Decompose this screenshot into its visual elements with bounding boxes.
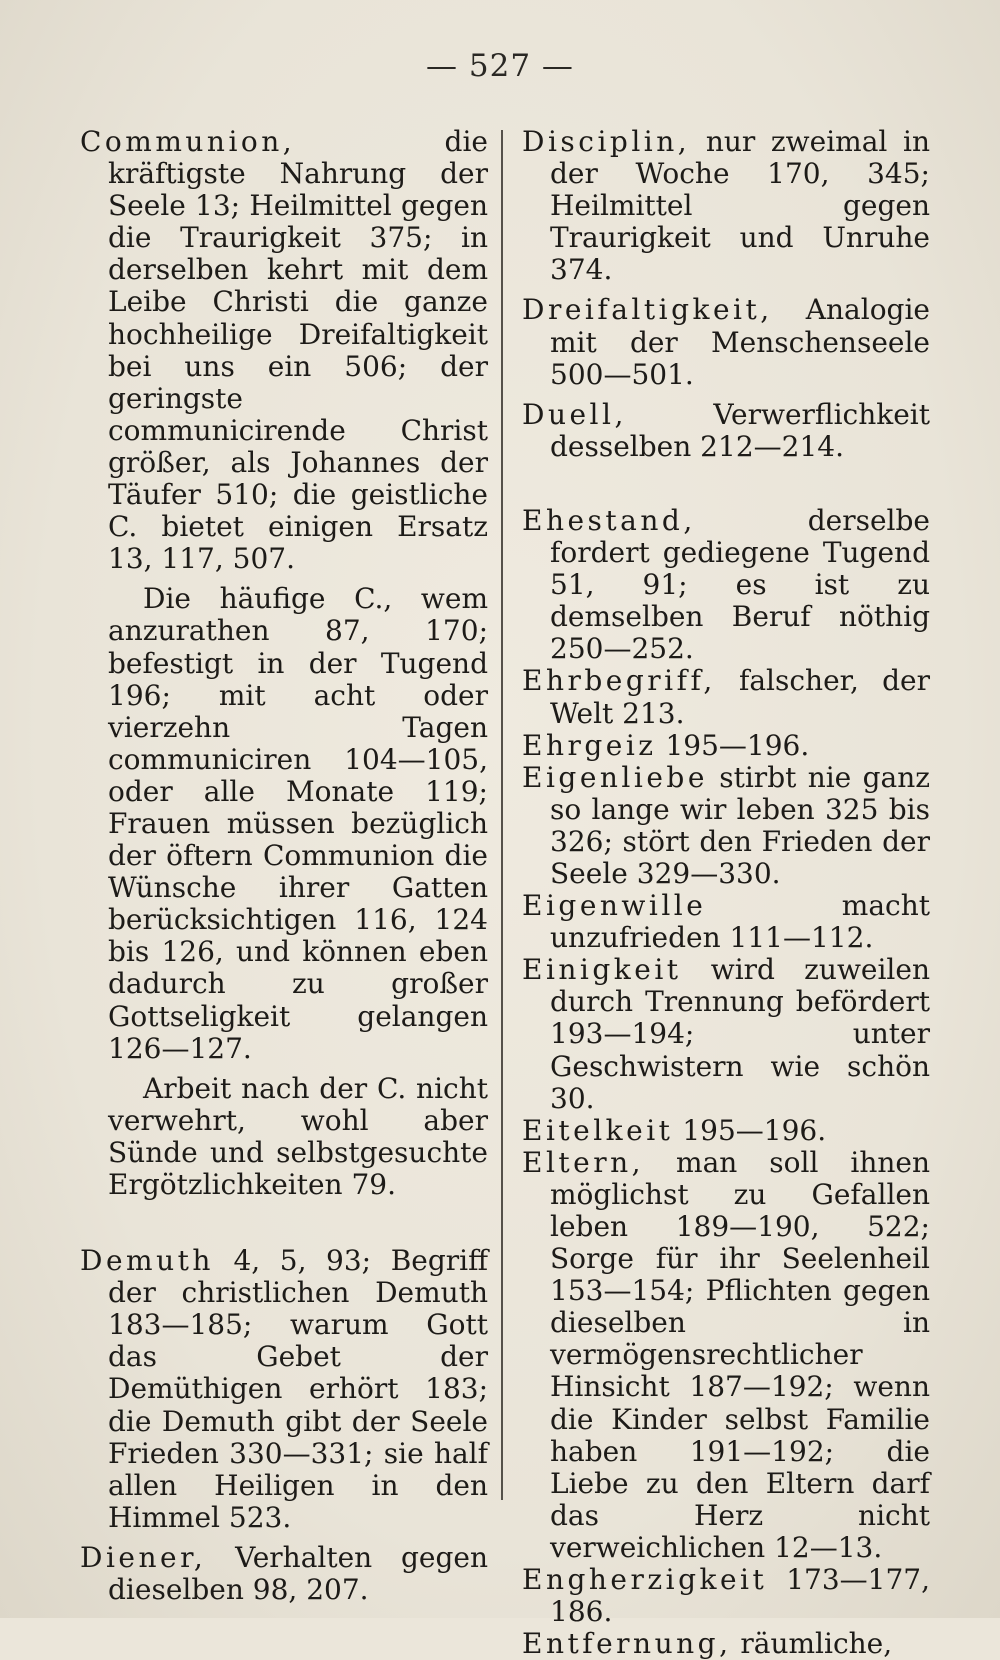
index-entry-einigkeit: [522, 954, 930, 1114]
entry-text: 173—177, 186.: [550, 1563, 930, 1629]
headword: Ehrbegriff,: [522, 664, 716, 698]
page-number: — 527 —: [426, 48, 574, 84]
entry-text: Verhalten gegen dieselben 98, 207.: [108, 1540, 488, 1607]
left-column: [80, 126, 488, 1606]
index-entry-diener: [80, 1542, 488, 1606]
index-entry-ehrbegriff: [522, 665, 930, 729]
index-subentry-arbeit: Arbeit nach der C. nicht verwehrt, wohl aber Sünde und selbstgesuchte Ergötzlichkeiten 79.: [108, 1071, 488, 1201]
headword: Dreifaltigkeit,: [522, 293, 773, 327]
index-entry-dreifaltigkeit: [522, 294, 930, 390]
headword: Einigkeit: [522, 953, 682, 987]
headword: Ehestand,: [522, 503, 696, 537]
entry-text: nur zweimal in der Woche 170, 345; Heilmittel gegen Traurigkeit und Unruhe 374.: [550, 125, 930, 287]
entry-text: Analogie mit der Menschenseele 500—501.: [550, 293, 930, 391]
index-entry-eigenliebe: [522, 762, 930, 890]
headword: Diener,: [80, 1540, 207, 1574]
headword: Eigenliebe: [522, 760, 708, 794]
index-subentry-haeufige-communion: Die häufige C., wem anzurathen 87, 170; befestigt in der Tugend 196; mit acht oder vierzehn Tagen communiciren 104—105, oder alle Monate 119; Frauen müssen bezüglich der öftern Communion die Wünsche ihrer Gatten berücksichtigen 116, 124 bis 126, und können eben dadurch zu großer Gottseligkeit gelangen 126—127.: [108, 582, 488, 1065]
entry-text: räumliche,: [731, 1627, 893, 1660]
entry-text: falscher, der Welt 213.: [550, 664, 930, 730]
entry-text: stirbt nie ganz so lange wir leben 325 bis 326; stört den Frieden der Seele 329—330.: [550, 760, 930, 890]
index-entry-entfernung: [522, 1628, 930, 1660]
index-entry-communion: [80, 126, 488, 575]
headword: Engherzigkeit: [522, 1563, 768, 1597]
index-entry-ehrgeiz: [522, 730, 930, 762]
entry-text: die kräftigste Nahrung der Seele 13; Heilmittel gegen die Traurigkeit 375; in derselben kehrt mit dem Leibe Christi die ganze hochheilige Dreifaltigkeit bei uns ein 506; der geringste communicirende Christ größer, als Johannes der Täufer 510; die geistliche C. bietet einigen Ersatz 13, 117, 507.: [108, 125, 488, 576]
entry-text: 195—196.: [673, 1113, 827, 1147]
entry-text: 4, 5, 93; Begriff der christlichen Demuth 183—185; warum Gott das Gebet der Demüthigen erhört 183; die Demuth gibt der Seele Frieden 330—331; sie half allen Heiligen in den Himmel 523.: [108, 1244, 488, 1534]
index-entry-duell: [522, 399, 930, 463]
headword: Duell,: [522, 397, 627, 431]
index-entry-ehestand: [522, 505, 930, 665]
index-entry-demuth: [80, 1245, 488, 1534]
headword: Entfernung,: [522, 1627, 732, 1660]
entry-text: wird zuweilen durch Trennung befördert 193—194; unter Geschwistern wie schön 30.: [550, 953, 930, 1115]
headword: Eitelkeit: [522, 1113, 674, 1147]
headword: Disciplin,: [522, 125, 691, 158]
headword: Ehrgeiz: [522, 728, 657, 762]
index-entry-disciplin: [522, 126, 930, 286]
entry-text: Verwerflichkeit desselben 212—214.: [550, 397, 930, 463]
headword: Eigenwille: [522, 889, 707, 923]
index-entry-eitelkeit: [522, 1115, 930, 1147]
right-column: [522, 126, 930, 1660]
headword: Demuth: [80, 1244, 214, 1278]
headword: Eltern,: [522, 1145, 645, 1179]
entry-text: 195—196.: [656, 728, 810, 762]
entry-text: macht unzufrieden 111—112.: [550, 889, 930, 955]
index-entry-engherzigkeit: [522, 1564, 930, 1628]
entry-text: derselbe fordert gediegene Tugend 51, 91; es ist zu demselben Beruf nöthig 250—252.: [550, 503, 930, 666]
entry-text: man soll ihnen möglichst zu Gefallen leben 189—190, 522; Sorge für ihr Seelenheil 153—154; Pflichten gegen dieselben in vermögensrechtlicher Hinsicht 187—192; wenn die Kinder selbst Familie haben 191—192; die Liebe zu den Eltern darf das Herz nicht verweichlichen 12—13.: [550, 1145, 930, 1564]
headword: Communion,: [80, 125, 296, 158]
column-divider: [501, 130, 503, 1500]
index-entry-eigenwille: [522, 890, 930, 954]
index-entry-eltern: [522, 1147, 930, 1564]
